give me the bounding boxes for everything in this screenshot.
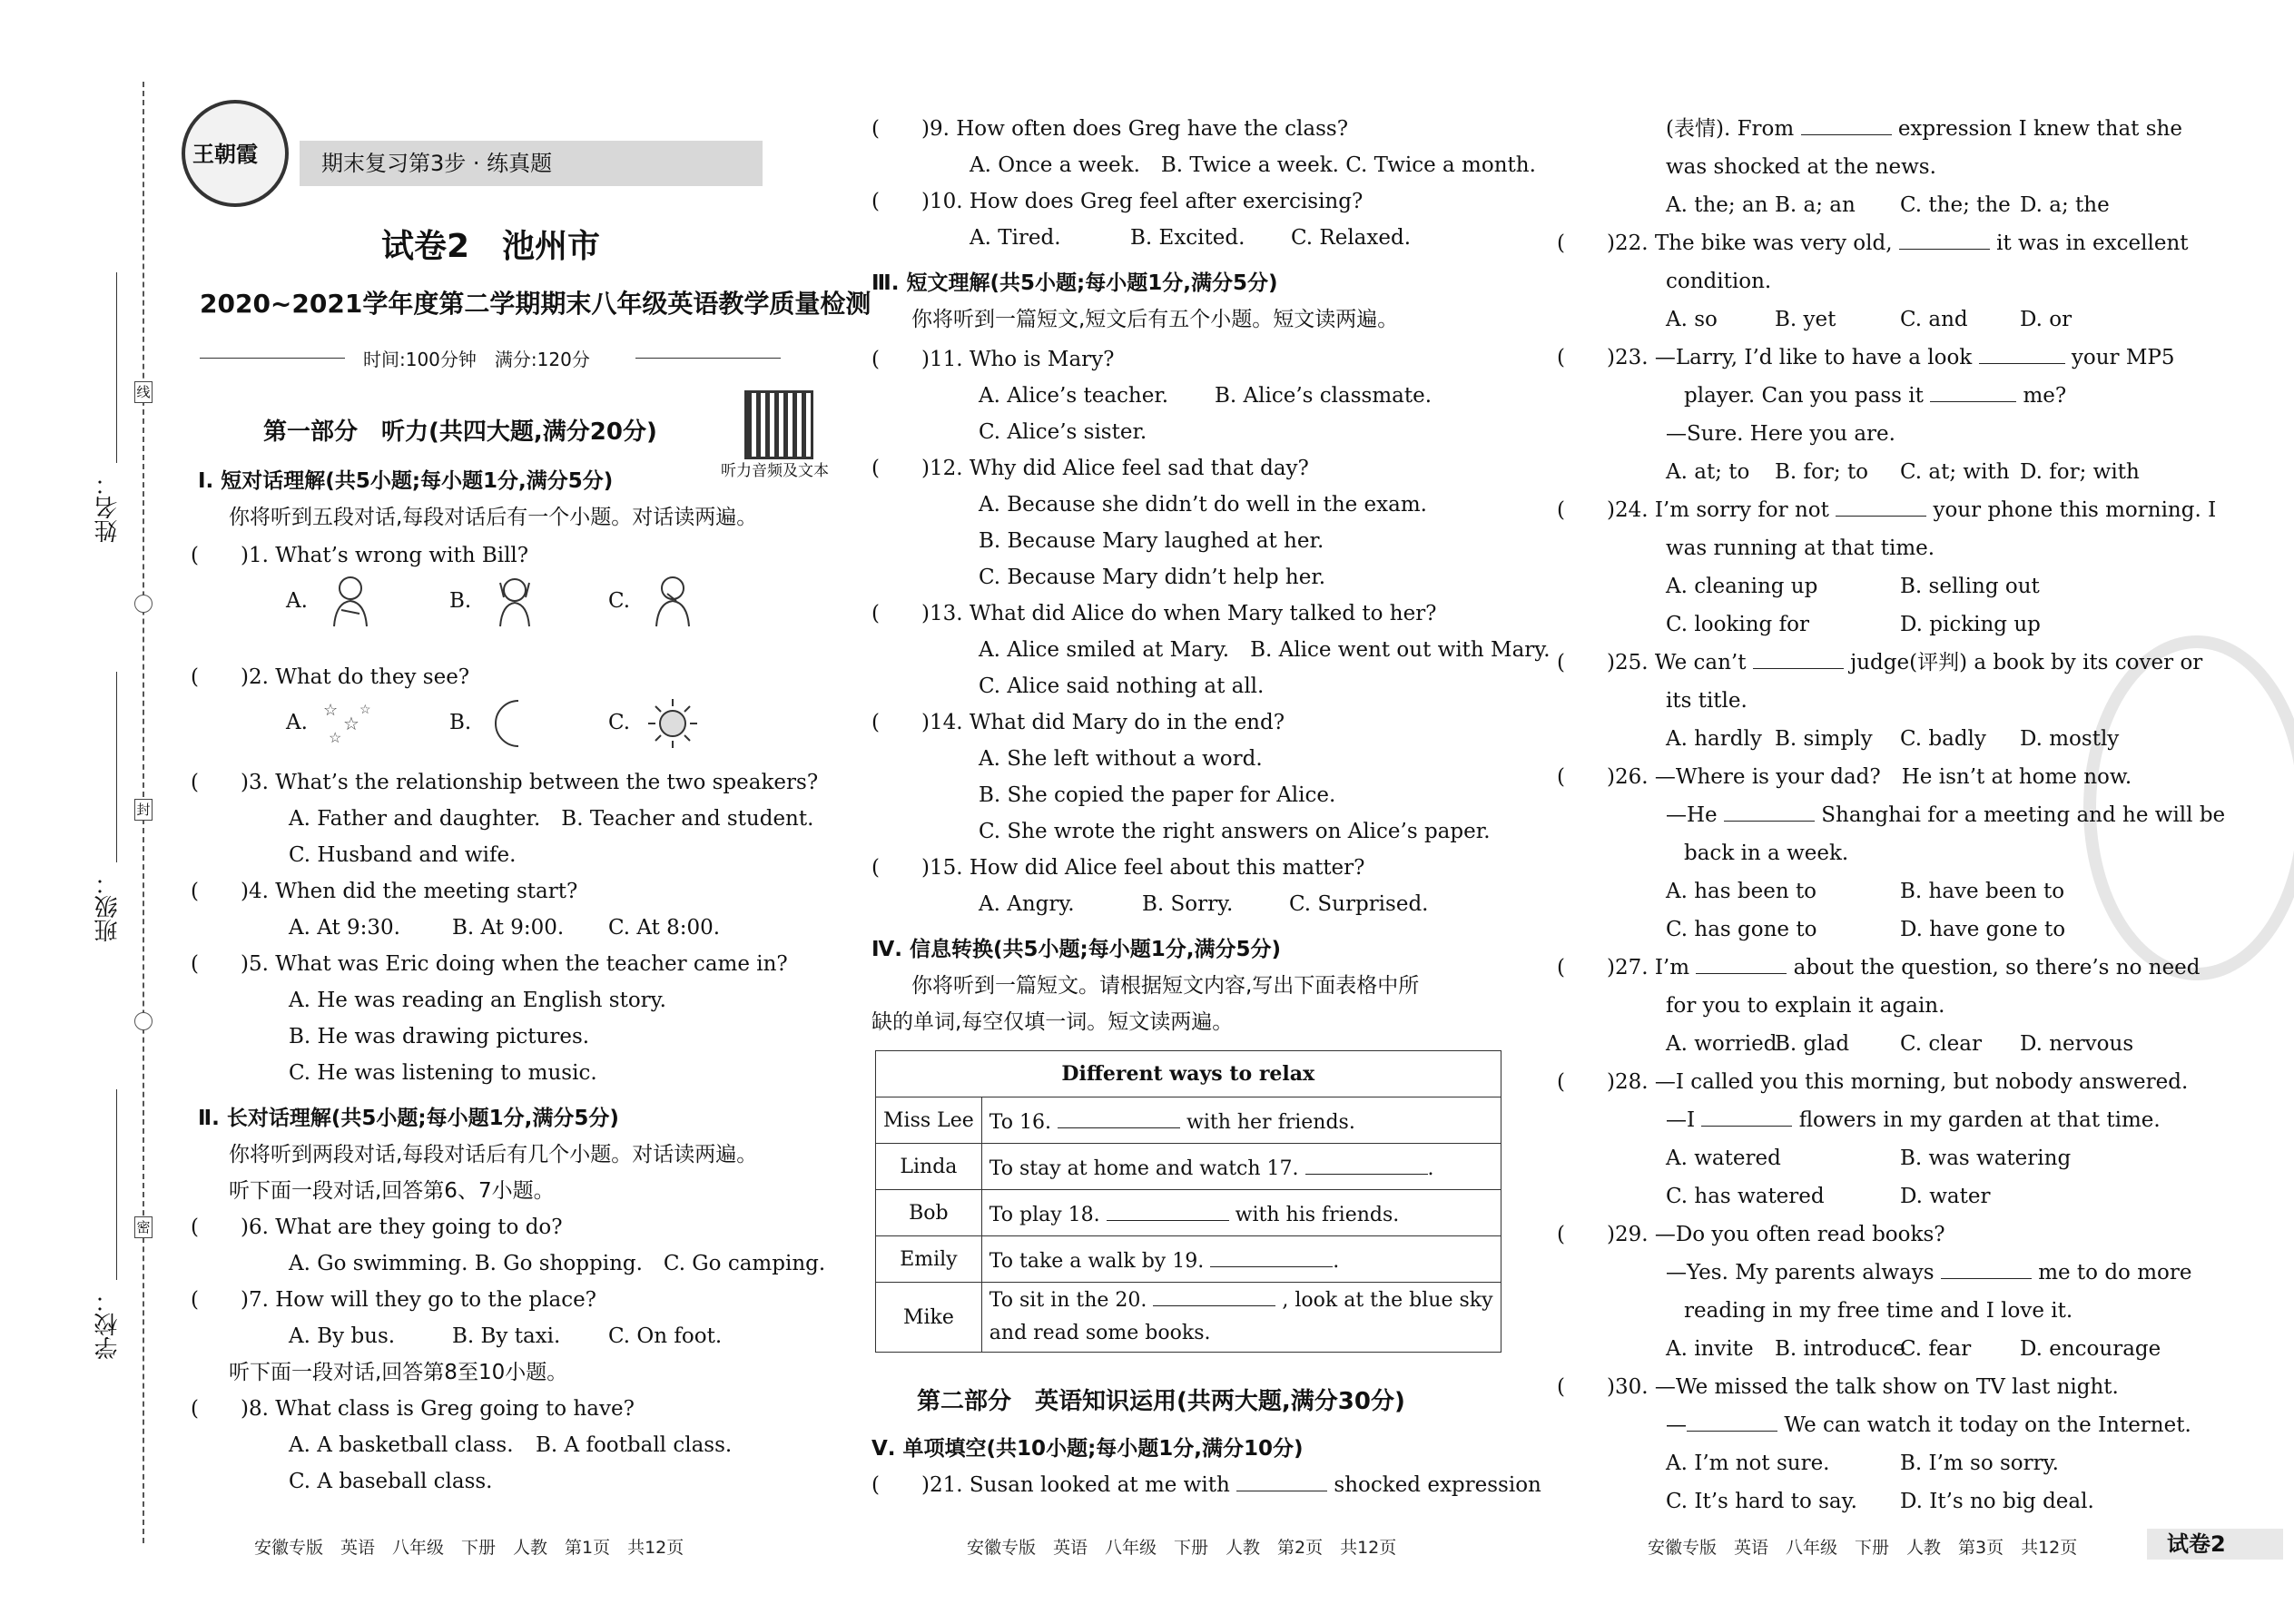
- q3: ( )3. What’s the relationship between the two speakers?: [191, 771, 819, 794]
- row-content: To stay at home and watch 17. .: [981, 1144, 1501, 1190]
- page-column-2: [871, 0, 1551, 1624]
- q1-label-a: A.: [286, 589, 308, 613]
- footer-page-1: 安徽专版 英语 八年级 下册 人教 第1页 共12页: [254, 1538, 684, 1558]
- q5-option-a: A. He was reading an English story.: [289, 989, 666, 1012]
- q26-option-b: B. have been to: [1900, 880, 2065, 903]
- q24-option-a: A. cleaning up: [1666, 575, 1818, 598]
- q9-options: A. Once a week. B. Twice a week. C. Twice a month.: [970, 153, 1536, 177]
- school-label: 学校：: [94, 1289, 122, 1360]
- q21-option-c: C. the; the: [1900, 193, 2011, 217]
- q23-option-d: D. for; with: [2020, 460, 2140, 484]
- q26-option-c: C. has gone to: [1666, 918, 1817, 941]
- row-content: To take a walk by 19. .: [981, 1236, 1501, 1283]
- s2-intro: 你将听到两段对话,每段对话后有几个小题。对话读两遍。: [229, 1143, 758, 1166]
- q28: ( )28. —I called you this morning, but nobody answered.: [1557, 1070, 2189, 1094]
- answer-blank-18[interactable]: [1107, 1200, 1229, 1221]
- footer-page-3: 安徽专版 英语 八年级 下册 人教 第3页 共12页: [1648, 1538, 2078, 1558]
- q13: ( )13. What did Alice do when Mary talked to her?: [871, 602, 1437, 625]
- q21-option-b: B. a; an: [1775, 193, 1856, 217]
- q15: ( )15. How did Alice feel about this matter?: [871, 856, 1365, 880]
- q8: ( )8. What class is Greg going to have?: [191, 1397, 635, 1421]
- q22-option-d: D. or: [2020, 308, 2072, 331]
- seal-mark-2: 封: [134, 799, 153, 821]
- q23-reply: —Sure. Here you are.: [1666, 422, 1895, 446]
- q2-label-c: C.: [608, 711, 631, 734]
- q29-option-d: D. encourage: [2020, 1337, 2161, 1361]
- answer-blank-29[interactable]: [1941, 1258, 2032, 1279]
- q24-option-b: B. selling out: [1900, 575, 2040, 598]
- s2-intro2: 听下面一段对话,回答第6、7小题。: [229, 1179, 555, 1203]
- q24-option-d: D. picking up: [1900, 613, 2041, 636]
- q25-cont: its title.: [1666, 689, 1748, 713]
- table-row: [876, 1144, 1501, 1190]
- part2-heading: 第二部分 英语知识运用(共两大题,满分30分): [917, 1388, 1405, 1415]
- footer-page-2: 安徽专版 英语 八年级 下册 人教 第2页 共12页: [967, 1538, 1397, 1558]
- q5-option-c: C. He was listening to music.: [289, 1061, 597, 1085]
- q4: ( )4. When did the meeting start?: [191, 880, 578, 903]
- q7-option-c: C. On foot.: [608, 1324, 723, 1348]
- answer-blank-21b[interactable]: [1801, 114, 1892, 135]
- boy-headache-icon: [482, 574, 547, 630]
- q1-options: [286, 574, 383, 630]
- q24-cont: was running at that time.: [1666, 536, 1935, 560]
- q26-cont: —He Shanghai for a meeting and he will be: [1666, 801, 2225, 830]
- q25-option-c: C. badly: [1900, 727, 1986, 751]
- q30-cont: — We can watch it today on the Internet.: [1666, 1411, 2191, 1440]
- q30-option-a: A. I’m not sure.: [1666, 1452, 1830, 1475]
- q8-option-b: B. A football class.: [536, 1433, 733, 1457]
- page-column-1: [163, 0, 871, 1624]
- q28-option-a: A. watered: [1666, 1147, 1781, 1170]
- answer-blank-25[interactable]: [1753, 648, 1844, 669]
- q28-cont: —I flowers in my garden at that time.: [1666, 1106, 2161, 1135]
- stars-icon: [318, 695, 383, 752]
- answer-blank-28[interactable]: [1701, 1106, 1792, 1127]
- q23-option-b: B. for; to: [1775, 460, 1869, 484]
- q11: ( )11. Who is Mary?: [871, 348, 1115, 371]
- table-row: [876, 1283, 1501, 1353]
- seal-mark-3: 密: [134, 1216, 153, 1238]
- q15-option-c: C. Surprised.: [1289, 892, 1429, 916]
- q21-option-a: A. the; an: [1666, 193, 1768, 217]
- row-content: To play 18. with his friends.: [981, 1190, 1501, 1236]
- q26: ( )26. —Where is your dad? He isn’t at home now.: [1557, 765, 2132, 789]
- q12-option-a: A. Because she didn’t do well in the exam.: [979, 493, 1427, 517]
- svg-text:☆: ☆: [359, 703, 371, 717]
- q26-option-d: D. have gone to: [1900, 918, 2066, 941]
- q25-option-a: A. hardly: [1666, 727, 1762, 751]
- q2: ( )2. What do they see?: [191, 665, 470, 689]
- q2-label-b: B.: [449, 711, 472, 734]
- q2-option-b: [449, 695, 547, 752]
- q27-option-c: C. clear: [1900, 1032, 1982, 1056]
- q23: ( )23. —Larry, I’d like to have a look your MP5: [1557, 343, 2174, 372]
- q5: ( )5. What was Eric doing when the teacher came in?: [191, 952, 788, 976]
- q14-option-b: B. She copied the paper for Alice.: [979, 783, 1336, 807]
- q10-option-c: C. Relaxed.: [1291, 226, 1412, 250]
- q23-option-a: A. at; to: [1666, 460, 1750, 484]
- q10-option-b: B. Excited.: [1130, 226, 1245, 250]
- answer-blank-20[interactable]: [1153, 1285, 1275, 1306]
- row-name: Linda: [876, 1144, 982, 1190]
- q21-cont-2: was shocked at the news.: [1666, 155, 1936, 179]
- row-name: Miss Lee: [876, 1097, 982, 1144]
- q6: ( )6. What are they going to do?: [191, 1216, 563, 1239]
- row-content: To sit in the 20. , look at the blue sky and read some books.: [981, 1283, 1501, 1353]
- q29: ( )29. —Do you often read books?: [1557, 1223, 1945, 1246]
- page-column-3: [1557, 0, 2292, 1624]
- divider-left: [200, 358, 345, 359]
- answer-blank-22[interactable]: [1899, 229, 1990, 250]
- q6-options: A. Go swimming. B. Go shopping. C. Go camping.: [289, 1252, 826, 1275]
- q25: ( )25. We can’t judge(评判) a book by its cover or: [1557, 648, 2202, 677]
- boy-stomachache-icon: [318, 574, 383, 630]
- q10-option-a-real: A. Tired.: [970, 223, 1061, 252]
- s2-intro3: 听下面一段对话,回答第8至10小题。: [229, 1361, 568, 1384]
- row-name: Bob: [876, 1190, 982, 1236]
- q5-option-b: B. He was drawing pictures.: [289, 1025, 590, 1048]
- q27-option-a: A. worried: [1666, 1032, 1777, 1056]
- q29-option-c: C. fear: [1900, 1337, 1972, 1361]
- q1-label-b: B.: [449, 589, 472, 613]
- q3-option-c: C. Husband and wife.: [289, 843, 517, 867]
- q24-option-c: C. looking for: [1666, 613, 1809, 636]
- part1-heading: 第一部分 听力(共四大题,满分20分): [263, 418, 657, 446]
- s5-heading: Ⅴ. 单项填空(共10小题;每小题1分,满分10分): [871, 1437, 1304, 1461]
- q8-option-a: A. A basketball class.: [289, 1433, 514, 1457]
- q28-option-c: C. has watered: [1666, 1185, 1825, 1208]
- svg-text:☆: ☆: [343, 713, 360, 734]
- q22-option-a: A. so: [1666, 308, 1718, 331]
- answer-blank-30[interactable]: [1687, 1411, 1777, 1432]
- q27-option-d: D. nervous: [2020, 1032, 2134, 1056]
- q7: ( )7. How will they go to the place?: [191, 1288, 597, 1312]
- answer-blank-26[interactable]: [1724, 801, 1815, 822]
- paper-tag: 试卷2: [2147, 1529, 2283, 1560]
- svg-text:☆: ☆: [323, 701, 339, 720]
- name-label: 姓名：: [94, 472, 122, 543]
- divider-right: [635, 358, 781, 359]
- q1-option-b: [449, 574, 547, 630]
- row-content: To 16. with her friends.: [981, 1097, 1501, 1144]
- q14-option-c: C. She wrote the right answers on Alice’s paper.: [979, 820, 1491, 843]
- s3-intro: 你将听到一篇短文,短文后有五个小题。短文读两遍。: [911, 308, 1399, 331]
- q30: ( )30. —We missed the talk show on TV last night.: [1557, 1375, 2119, 1399]
- answer-blank-27[interactable]: [1696, 953, 1787, 974]
- s2-heading: Ⅱ. 长对话理解(共5小题;每小题1分,满分5分): [198, 1107, 619, 1130]
- binding-strip: [0, 0, 163, 1624]
- q29-cont: —Yes. My parents always me to do more: [1666, 1258, 2191, 1287]
- binding-hole-1: [134, 595, 153, 613]
- q2-label-a: A.: [286, 711, 308, 734]
- answer-blank-24[interactable]: [1836, 496, 1926, 517]
- brand-logo: [182, 100, 289, 207]
- q12-option-b: B. Because Mary laughed at her.: [979, 529, 1324, 553]
- q22: ( )22. The bike was very old, it was in excellent: [1557, 229, 2189, 258]
- q15-option-b: B. Sorry.: [1142, 892, 1234, 916]
- svg-text:☆: ☆: [329, 729, 342, 746]
- q30-option-c: C. It’s hard to say.: [1666, 1490, 1857, 1513]
- relax-table: [875, 1050, 1501, 1353]
- seal-mark-1: 线: [134, 381, 153, 403]
- qr-caption: 听力音频及文本: [721, 462, 829, 480]
- table-header-row: [876, 1051, 1501, 1097]
- q14-option-a: A. She left without a word.: [979, 747, 1263, 771]
- q21: ( )21. Susan looked at me with shocked expression: [871, 1471, 1541, 1500]
- answer-blank-19[interactable]: [1210, 1246, 1333, 1267]
- q28-option-d: D. water: [1900, 1185, 1991, 1208]
- q21-cont-1: (表情). From expression I knew that she: [1666, 114, 2182, 143]
- q11-option-a: A. Alice’s teacher.: [979, 384, 1169, 408]
- table-row: [876, 1190, 1501, 1236]
- q1-option-c: [608, 574, 705, 630]
- q29-option-a: A. invite: [1666, 1337, 1754, 1361]
- moon-icon: [482, 695, 547, 752]
- q27-cont: for you to explain it again.: [1666, 994, 1945, 1018]
- q7-option-b: B. By taxi.: [452, 1324, 561, 1348]
- q10: ( )10. How does Greg feel after exercising?: [871, 190, 1364, 213]
- exam-title: 试卷2 池州市: [381, 228, 601, 265]
- q7-option-a: A. By bus.: [289, 1324, 396, 1348]
- sun-icon: [640, 695, 705, 752]
- q13-options-ab: A. Alice smiled at Mary. B. Alice went out with Mary.: [979, 638, 1551, 662]
- q4-option-b: B. At 9:00.: [452, 916, 565, 940]
- q28-option-b: B. was watering: [1900, 1147, 2072, 1170]
- q1-label-c: C.: [608, 589, 631, 613]
- answer-blank-21a[interactable]: [1236, 1471, 1327, 1491]
- table-row: [876, 1097, 1501, 1144]
- answer-blank-16[interactable]: [1058, 1107, 1180, 1128]
- q23-cont: player. Can you pass it me?: [1684, 381, 2066, 410]
- table-title: Different ways to relax: [876, 1051, 1501, 1097]
- time-info: 时间:100分钟 满分:120分: [363, 349, 590, 370]
- q4-option-c: C. At 8:00.: [608, 916, 721, 940]
- q14: ( )14. What did Mary do in the end?: [871, 711, 1285, 734]
- qr-code-icon[interactable]: [744, 390, 813, 459]
- answer-blank-23b[interactable]: [1930, 381, 2016, 402]
- s4-intro1: 你将听到一篇短文。请根据短文内容,写出下面表格中所: [911, 974, 1420, 998]
- class-line: [116, 672, 117, 862]
- q12-option-c: C. Because Mary didn’t help her.: [979, 566, 1326, 589]
- q11-option-b: B. Alice’s classmate.: [1215, 384, 1433, 408]
- q25-option-b: B. simply: [1775, 727, 1873, 751]
- class-label: 班级：: [94, 871, 122, 942]
- q27: ( )27. I’m about the question, so there’s no need: [1557, 953, 2200, 982]
- row-name: Emily: [876, 1236, 982, 1283]
- name-line: [116, 272, 117, 463]
- q22-cont: condition.: [1666, 270, 1772, 293]
- s4-intro2: 缺的单词,每空仅填一词。短文读两遍。: [871, 1010, 1234, 1034]
- s1-heading: Ⅰ. 短对话理解(共5小题;每小题1分,满分5分): [198, 469, 614, 493]
- q27-option-b: B. glad: [1775, 1032, 1850, 1056]
- q22-option-b: B. yet: [1775, 308, 1836, 331]
- q23-option-c: C. at; with: [1900, 460, 2010, 484]
- q9: ( )9. How often does Greg have the class?: [871, 117, 1349, 141]
- school-line: [116, 1089, 117, 1280]
- q1: ( )1. What’s wrong with Bill?: [191, 544, 529, 567]
- q26-cont2: back in a week.: [1684, 842, 1849, 865]
- row-name: Mike: [876, 1283, 982, 1353]
- q2-option-a: [286, 695, 383, 752]
- q22-option-c: C. and: [1900, 308, 1968, 331]
- s1-intro: 你将听到五段对话,每段对话后有一个小题。对话读两遍。: [229, 506, 758, 529]
- q30-option-d: D. It’s no big deal.: [1900, 1490, 2094, 1513]
- q29-option-b: B. introduce: [1775, 1337, 1905, 1361]
- q8-option-c: C. A baseball class.: [289, 1470, 493, 1493]
- q12: ( )12. Why did Alice feel sad that day?: [871, 457, 1309, 480]
- answer-blank-17[interactable]: [1305, 1154, 1428, 1175]
- q24: ( )24. I’m sorry for not your phone this morning. I: [1557, 496, 2216, 525]
- binding-hole-2: [134, 1012, 153, 1030]
- brand-banner: 期末复习第3步 · 练真题: [300, 141, 763, 186]
- logo-text: 王朝霞: [192, 141, 258, 167]
- q4-option-a: A. At 9:30.: [289, 916, 400, 940]
- q15-option-a: A. Angry.: [979, 892, 1075, 916]
- q30-option-b: B. I’m so sorry.: [1900, 1452, 2059, 1475]
- q21-option-d: D. a; the: [2020, 193, 2110, 217]
- exam-subtitle: 2020~2021学年度第二学期期末八年级英语教学质量检测: [200, 289, 871, 319]
- q13-option-c: C. Alice said nothing at all.: [979, 674, 1265, 698]
- q11-option-c: C. Alice’s sister.: [979, 420, 1147, 444]
- q29-cont2: reading in my free time and I love it.: [1684, 1299, 2073, 1323]
- answer-blank-23a[interactable]: [1979, 343, 2065, 364]
- boy-cough-icon: [640, 574, 705, 630]
- s4-heading: Ⅳ. 信息转换(共5小题;每小题1分,满分5分): [871, 938, 1281, 961]
- s3-heading: Ⅲ. 短文理解(共5小题;每小题1分,满分5分): [871, 271, 1278, 295]
- q2-option-c: [608, 695, 705, 752]
- q25-option-d: D. mostly: [2020, 727, 2120, 751]
- q3-options-ab: A. Father and daughter. B. Teacher and student.: [289, 807, 814, 831]
- table-row: [876, 1236, 1501, 1283]
- q26-option-a: A. has been to: [1666, 880, 1817, 903]
